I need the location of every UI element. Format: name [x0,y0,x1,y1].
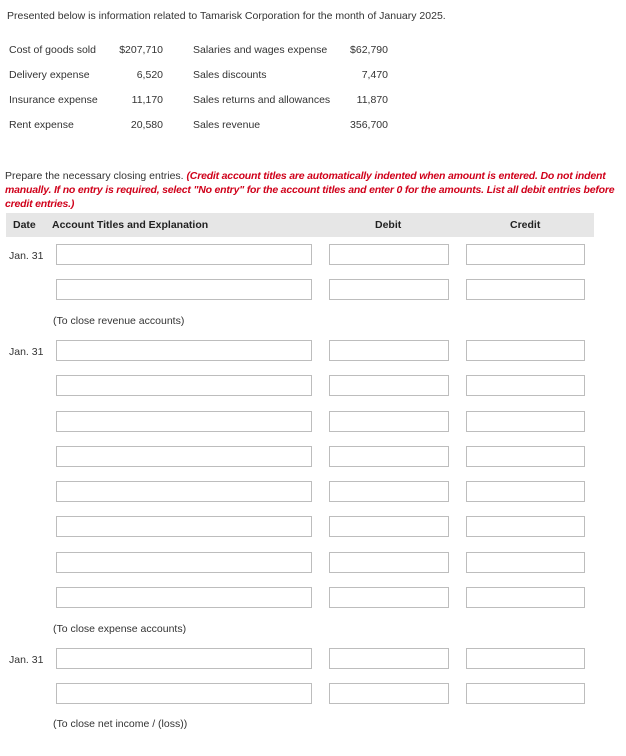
debit-input[interactable] [329,411,449,432]
account-title-input[interactable] [56,481,312,502]
header-debit: Debit [375,219,402,231]
info-value: 7,470 [361,69,388,81]
account-title-input[interactable] [56,244,312,265]
credit-input[interactable] [466,516,585,537]
info-table [9,44,399,144]
header-account: Account Titles and Explanation [52,219,209,231]
instructions-text: Prepare the necessary closing entries. [5,170,187,182]
header-date: Date [13,219,36,231]
credit-input[interactable] [466,481,585,502]
entry-date: Jan. 31 [9,250,44,262]
debit-input[interactable] [329,552,449,573]
account-title-input[interactable] [56,516,312,537]
credit-input[interactable] [466,340,585,361]
info-value: 6,520 [136,69,163,81]
info-label: Rent expense [9,119,74,131]
debit-input[interactable] [329,244,449,265]
header-credit: Credit [510,219,541,231]
entry-date: Jan. 31 [9,346,44,358]
debit-input[interactable] [329,481,449,502]
credit-input[interactable] [466,375,585,396]
debit-input[interactable] [329,648,449,669]
debit-input[interactable] [329,516,449,537]
info-value: $62,790 [350,44,388,56]
instructions-warning: (Credit account titles are automatically indented when amount is entered. Do not indent manually. If no entry is required, select "No entry" for the account titles and enter 0 for the amounts. List all debit entries before credit entries.) [5,170,615,210]
info-value: $207,710 [119,44,163,56]
credit-input[interactable] [466,683,585,704]
info-label: Sales discounts [193,69,267,81]
credit-input[interactable] [466,648,585,669]
account-title-input[interactable] [56,411,312,432]
info-value: 356,700 [350,119,388,131]
debit-input[interactable] [329,446,449,467]
debit-input[interactable] [329,587,449,608]
info-label: Sales returns and allowances [193,94,331,106]
info-value: 11,170 [131,94,163,106]
info-label: Insurance expense [9,94,98,106]
entry-explanation: (To close net income / (loss)) [53,718,188,730]
info-row [9,69,399,94]
intro-text: Presented below is information related to Tamarisk Corporation for the month of January 2025. [7,10,446,22]
account-title-input[interactable] [56,279,312,300]
account-title-input[interactable] [56,375,312,396]
instructions [5,169,617,211]
account-title-input[interactable] [56,552,312,573]
credit-input[interactable] [466,552,585,573]
entry-explanation: (To close revenue accounts) [53,315,185,327]
credit-input[interactable] [466,244,585,265]
entry-explanation: (To close expense accounts) [53,623,187,635]
account-title-input[interactable] [56,648,312,669]
debit-input[interactable] [329,279,449,300]
account-title-input[interactable] [56,587,312,608]
info-label: Sales revenue [193,119,261,131]
info-row [9,119,399,144]
account-title-input[interactable] [56,683,312,704]
credit-input[interactable] [466,411,585,432]
info-label: Cost of goods sold [9,44,96,56]
credit-input[interactable] [466,587,585,608]
info-row [9,44,399,69]
account-title-input[interactable] [56,340,312,361]
info-row [9,94,399,119]
account-title-input[interactable] [56,446,312,467]
journal-table-header [6,213,594,237]
info-value: 11,870 [356,94,388,106]
credit-input[interactable] [466,446,585,467]
debit-input[interactable] [329,683,449,704]
debit-input[interactable] [329,375,449,396]
info-label: Delivery expense [9,69,90,81]
entry-date: Jan. 31 [9,654,44,666]
debit-input[interactable] [329,340,449,361]
info-label: Salaries and wages expense [193,44,328,56]
credit-input[interactable] [466,279,585,300]
info-value: 20,580 [130,119,163,131]
